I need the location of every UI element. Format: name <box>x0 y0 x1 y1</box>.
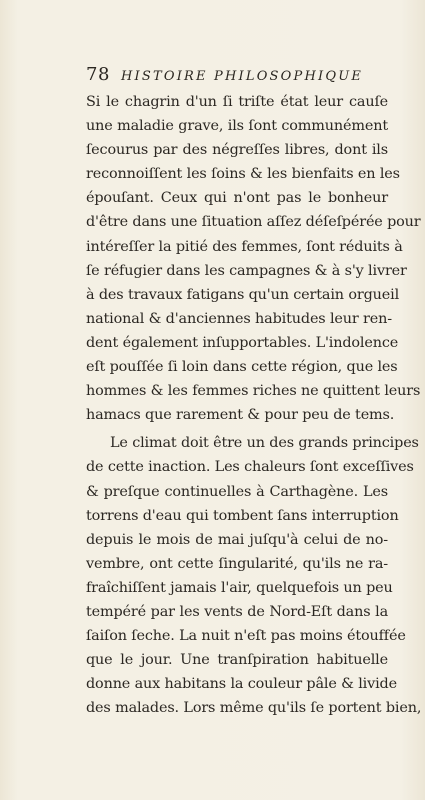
text-line: reconnoiſſent les ſoins & les bienfaits en les <box>86 166 400 183</box>
text-line: d'être dans une ſituation aſſez déſeſpérée pour <box>86 214 421 231</box>
text-line: ſe réfugier dans les campagnes & à s'y livrer <box>86 262 407 279</box>
text-line: fraîchiſſent jamais l'air, quelquefois un peu <box>86 579 393 596</box>
text-line: ſecourus par des négreſſes libres, dont ils <box>86 142 388 159</box>
text-line: épouſant. Ceux qui n'ont pas le bonheur <box>86 190 388 207</box>
text-line: national & d'anciennes habitudes leur ren- <box>86 310 392 327</box>
running-title: HISTOIRE PHILOSOPHIQUE <box>121 69 364 84</box>
body-text <box>86 90 422 720</box>
text-line: à des travaux fatigans qu'un certain orgueil <box>86 286 400 303</box>
text-line: ſaiſon ſeche. La nuit n'eſt pas moins étouffée <box>86 628 406 645</box>
running-header <box>86 64 386 88</box>
text-line: une maladie grave, ils ſont communément <box>86 118 388 135</box>
text-line: des malades. Lors même qu'ils ſe portent bien, <box>86 700 422 717</box>
text-line: Si le chagrin d'un ſi triſte état leur cauſe <box>86 94 388 110</box>
text-line: depuis le mois de mai juſqu'à celui de no- <box>86 531 388 548</box>
text-line: de cette inaction. Les chaleurs ſont exceſſives <box>86 459 414 476</box>
text-line: torrens d'eau qui tombent ſans interruption <box>86 507 399 524</box>
page-number: 78 <box>86 64 110 85</box>
text-line: & preſque continuelles à Carthagène. Les <box>86 483 388 500</box>
text-line: hamacs que rarement & pour peu de tems. <box>86 407 395 424</box>
text-line: hommes & les femmes riches ne quittent leurs <box>86 383 421 400</box>
paragraph-2 <box>86 431 422 720</box>
text-line: donne aux habitans la couleur pâle & livide <box>86 676 397 693</box>
text-line: dent également inſupportables. L'indolence <box>86 334 399 351</box>
text-line: que le jour. Une tranſpiration habituelle <box>86 652 388 669</box>
text-line: tempéré par les vents de Nord-Eſt dans la <box>86 603 388 620</box>
text-line: Le climat doit être un des grands principes <box>110 435 419 452</box>
paragraph-1 <box>86 90 421 427</box>
text-line: eſt pouſſée ſi loin dans cette région, que les <box>86 359 398 376</box>
text-line: intéreſſer la pitié des femmes, ſont réduits à <box>86 238 403 255</box>
text-line: vembre, ont cette ſingularité, qu'ils ne ra- <box>86 555 388 572</box>
